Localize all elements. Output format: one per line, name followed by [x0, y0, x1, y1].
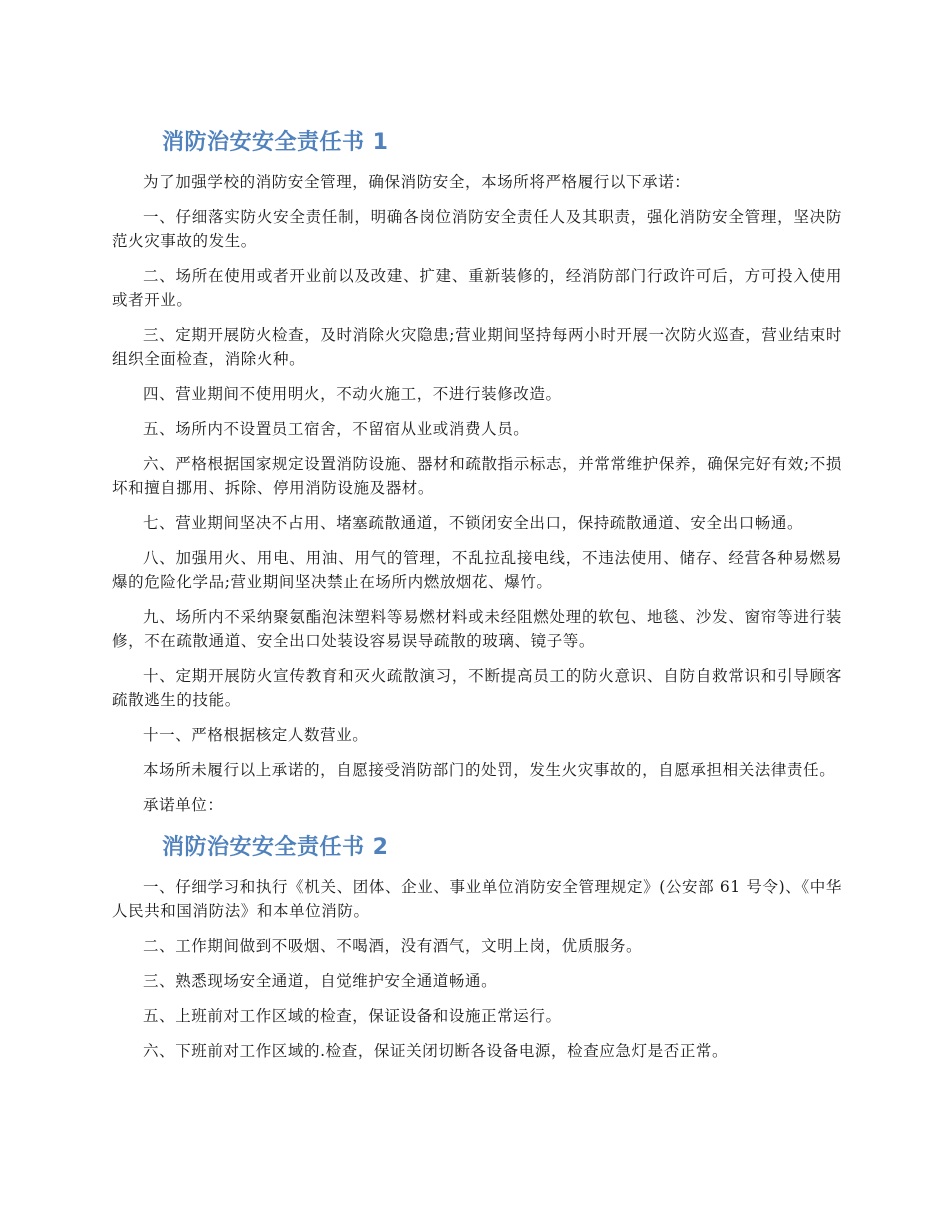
paragraph: 八、加强用火、用电、用油、用气的管理，不乱拉乱接电线，不违法使用、储存、经营各种易燃易爆的危险化学品;营业期间坚决禁止在场所内燃放烟花、爆竹。	[112, 549, 842, 591]
paragraph: 二、场所在使用或者开业前以及改建、扩建、重新装修的，经消防部门行政许可后，方可投入使用或者开业。	[112, 267, 842, 309]
paragraph: 五、场所内不设置员工宿舍，不留宿从业或消费人员。	[143, 420, 530, 438]
paragraph: 十一、严格根据核定人数营业。	[143, 726, 369, 744]
paragraph: 三、定期开展防火检查，及时消除火灾隐患;营业期间坚持每两小时开展一次防火巡查，营业结束时组织全面检查，消除火种。	[112, 326, 842, 368]
paragraph: 十、定期开展防火宣传教育和灭火疏散演习，不断提高员工的防火意识、自防自救常识和引导顾客疏散逃生的技能。	[112, 667, 842, 709]
paragraph: 二、工作期间做到不吸烟、不喝酒，没有酒气，文明上岗，优质服务。	[143, 937, 643, 955]
paragraph: 四、营业期间不使用明火，不动火施工，不进行装修改造。	[143, 385, 562, 403]
paragraph: 六、严格根据国家规定设置消防设施、器材和疏散指示标志，并常常维护保养，确保完好有效;不损坏和擅自挪用、拆除、停用消防设施及器材。	[112, 455, 842, 497]
paragraph: 三、熟悉现场安全通道，自觉维护安全通道畅通。	[143, 972, 498, 990]
signature-line: 承诺单位：	[143, 796, 224, 814]
section-2-title: 消防治安安全责任书 2	[162, 835, 389, 860]
paragraph: 六、下班前对工作区域的.检查，保证关闭切断各设备电源，检查应急灯是否正常。	[143, 1042, 729, 1060]
paragraph: 一、仔细落实防火安全责任制，明确各岗位消防安全责任人及其职责，强化消防安全管理，坚决防范火灾事故的发生。	[112, 208, 842, 250]
paragraph: 五、上班前对工作区域的检查，保证设备和设施正常运行。	[143, 1007, 562, 1025]
paragraph: 九、场所内不采纳聚氨酯泡沫塑料等易燃材料或未经阻燃处理的软包、地毯、沙发、窗帘等进行装修，不在疏散通道、安全出口处装设容易误导疏散的玻璃、镜子等。	[112, 608, 842, 650]
document-body	[112, 126, 842, 1074]
paragraph: 为了加强学校的消防安全管理，确保消防安全，本场所将严格履行以下承诺：	[143, 173, 691, 191]
paragraph: 七、营业期间坚决不占用、堵塞疏散通道，不锁闭安全出口，保持疏散通道、安全出口畅通。	[143, 514, 804, 532]
section-1-title: 消防治安安全责任书 1	[162, 130, 389, 155]
paragraph: 一、仔细学习和执行《机关、团体、企业、事业单位消防安全管理规定》(公安部 61 号令)、《中华人民共和国消防法》和本单位消防。	[112, 878, 842, 920]
paragraph: 本场所未履行以上承诺的，自愿接受消防部门的处罚，发生火灾事故的，自愿承担相关法律责任。	[143, 761, 836, 779]
